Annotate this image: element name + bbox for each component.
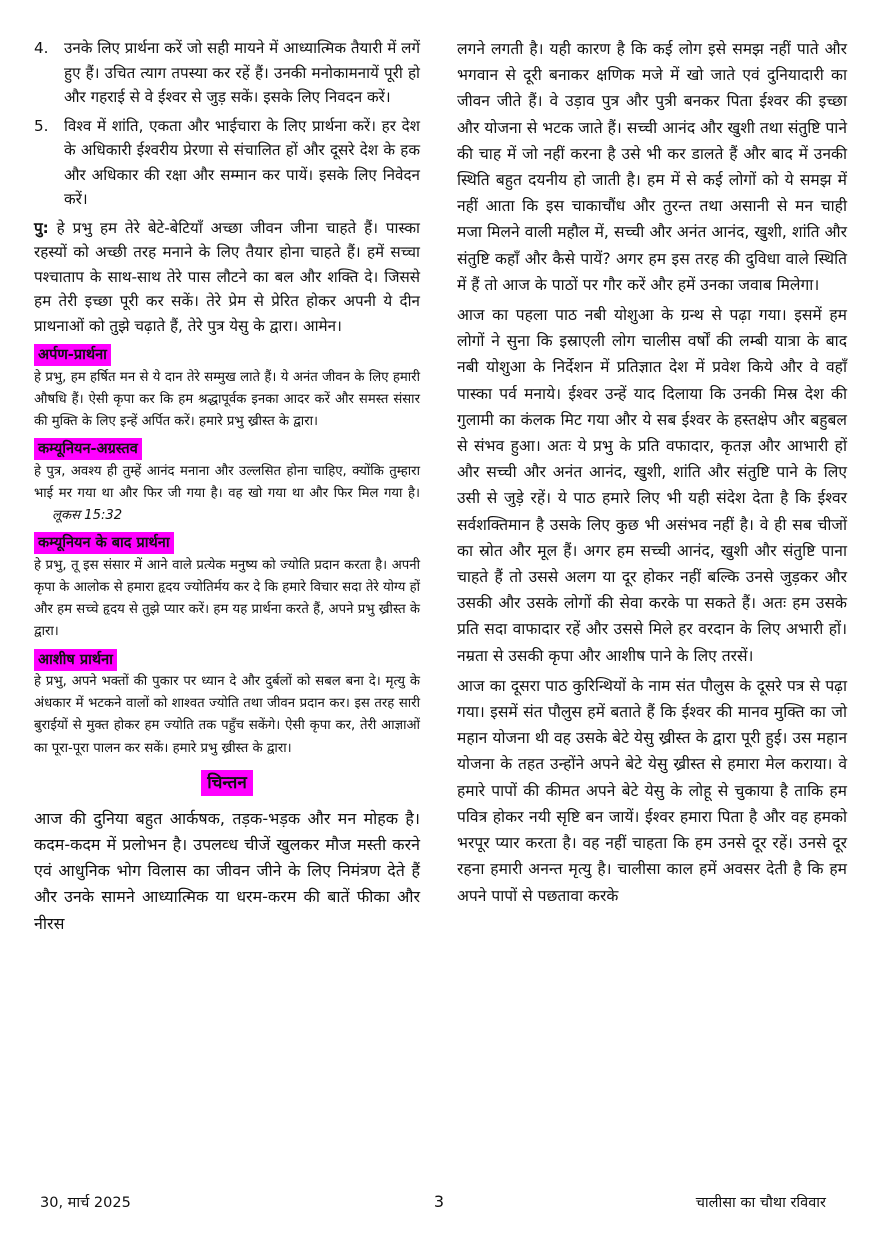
list-text: उनके लिए प्रार्थना करें जो सही मायने में आध्यात्मिक तैयारी में लगें हुए हैं। उचित त्याग तपस्या कर रहें हैं। उनकी मनोकामनायें पूरी हो और गहराई से वे ईश्वर से जुड़ सकें। इसके लिए निवदन करें।	[64, 39, 420, 106]
list-item	[34, 36, 420, 110]
page-number: 3	[433, 1192, 445, 1211]
list-text: विश्व में शांति, एकता और भाईचारा के लिए प्रार्थना करें। हर देश के अधिकारी ईश्वरीय प्रेरणा से संचालित हों और दूसरे देश के हक और अधिकार की रक्षा और सम्मान कर पायें। इसके लिए निवेदन करें।	[64, 116, 420, 208]
paragraph: आज का पहला पाठ नबी योशुआ के ग्रन्थ से पढ़ा गया। इसमें हम लोगों ने सुना कि इस्राएली लोग चालीस वर्षों की लम्बी यात्रा के बाद नबी योशुआ के निर्देशन में प्रतिज्ञात देश में प्रवेश किये और वे वहाँ पास्का पर्व मनाये। ईश्वर उन्हें याद दिलाया कि उनकी मिस्र देश की गुलामी का कंलक मिट गया और ये सब ईश्वर के हस्तक्षेप और बहुबल से संभव हुआ। अतः ये प्रभु के प्रति वफादार, कृतज्ञ और आभारी हों और सच्ची और अनंत आनंद, खुशी, शांति और संतुष्टि पाने के लिए उसी से जुड़े रहें। ये पाठ हमारे लिए भी यही संदेश देता है कि ईश्वर सर्वशक्तिमान है उसके लिए कुछ भी असंभव नहीं है। वे ही सब चीजों का स्रोत और मूल हैं। अगर हम सच्ची आनंद, खुशी और संतुष्टि पाना चाहते हैं तो उससे अलग या दूर होकर नहीं बल्कि उनसे जुड़कर और उसकी और उसके लोगों की सेवा करके पा सकते हैं। अतः हम उसके प्रति सदा वाफादार रहें और उससे मिले हर वरदान के लिए अभारी हों। नम्रता से उसकी कृपा और आशीष पाने के लिए तरसें।	[457, 306, 847, 665]
communion-verse	[34, 461, 420, 528]
closing-text: हे प्रभु हम तेरे बेटे-बेटियाँ अच्छा जीवन जीना चाहते हैं। पास्का रहस्यों को अच्छी तरह मनाने के लिए तैयार होना चाहते हैं। हमें सच्चा पश्चाताप के साथ-साथ तेरे पास लौटने का बल और शक्ति दे। जिससे हम तेरी इच्छा पूरी कर सकें। तेरे प्रेम से प्रेरित होकर अपनी ये दीन प्राथनाओं को तुझे चढ़ाते हैं, तेरे पुत्र येसु के द्वारा। आमेन।	[34, 218, 420, 335]
list-number: 4.	[34, 39, 49, 57]
offering-heading: अर्पण-प्रार्थना	[34, 344, 111, 366]
closing-label: पु:	[34, 218, 49, 237]
list-item	[34, 114, 420, 212]
list-number: 5.	[34, 116, 49, 135]
after-communion-heading: कम्यूनियन के बाद प्रार्थना	[34, 532, 174, 554]
communion-text: हे पुत्र, अवश्य ही तुम्हें आनंद मनाना और उल्लसित होना चाहिए, क्योंकि तुम्हारा भाई मर गया था और फिर जी गया है। वह खो गया था और फिर मिल गया है।	[34, 463, 420, 501]
reflection-text: आज की दुनिया बहुत आर्कषक, तड़क-भड़क और मन मोहक है। कदम-कदम में प्रलोभन है। उपलव्ध चीजें खुलकर मौज मस्ती करने एवं आधुनिक भोग विलास का जीवन जीने के लिए निमंत्रण देते हैं और उनके सामने आध्यात्मिक या धरम-करम की बातें फीका और नीरस	[34, 808, 420, 933]
footer-title: चालीसा का चौथा रविवार	[695, 1195, 826, 1211]
page-footer	[0, 1192, 878, 1218]
offering-text: हे प्रभु, हम हर्षित मन से ये दान तेरे सम्मुख लाते हैं। ये अनंत जीवन के लिए हमारी औषधि हैं। ऐसी कृपा कर कि हम श्रद्धापूर्वक इनका आदर करें और समस्त संसार की मुक्ति के लिए इन्हें अर्पित करें। हमारे प्रभु ख्रीस्त के द्वारा।	[34, 369, 420, 429]
blessing-text: हे प्रभु, अपने भक्तों की पुकार पर ध्यान दे और दुर्बलों को सबल बना दे। मृत्यु के अंधकार में भटकने वालों को शाश्वत ज्योति तथा जीवन प्रदान कर। इस तरह सारी बुराईयों से मुक्त होकर हम ज्योति तक पहुँच सकेंगे। ऐसी कृपा कर, तेरी आज्ञाओं का पूरा-पूरा पालन कर सकें। हमारे प्रभु ख्रीस्त के द्वारा।	[34, 674, 420, 756]
right-column	[457, 36, 847, 913]
left-column	[34, 36, 420, 941]
communion-heading: कम्यूनियन-अग्रस्तव	[34, 438, 142, 460]
paragraph: आज का दूसरा पाठ कुरिन्थियों के नाम संत पौलुस के दूसरे पत्र से पढ़ा गया। इसमें संत पौलुस हमें बताते हैं कि ईश्वर की मानव मुक्ति का जो महान योजना थी वह उसके बेटे येसु ख्रीस्त के द्वारा पूरी हुई। उस महान योजना के तहत उन्होंने अपने बेटे येसु ख्रीस्त से हमारा मेल कराया। वे हमारे पापों की कीमत अपने बेटे येसु के लोहू से चुकाया है ताकि हम पवित्र होकर नयी सृष्टि बन जायें। ईश्वर हमारा पिता है और वह हमको भरपूर प्यार करता है। वह नहीं चाहता कि हम उनसे दूर रहें। उनसे दूर रहना हमारी अनन्त मृत्यु है। चालीसा काल हमें अवसर देती है कि हम अपने पापों से पछतावा करके	[457, 676, 847, 905]
after-communion-text: हे प्रभु, तू इस संसार में आने वाले प्रत्येक मनुष्य को ज्योति प्रदान करता है। अपनी कृपा के आलोक से हमारा हृदय ज्योतिर्मय कर दे कि हमारे विचार सदा तेरे योग्य हों और हम सच्चे हृदय से तुझे प्यार करें। हम यह प्रार्थना करते हैं, अपने प्रभु ख्रीस्त के द्वारा।	[34, 557, 420, 640]
closing-prayer	[34, 216, 420, 339]
paragraph: लगने लगती है। यही कारण है कि कई लोग इसे समझ नहीं पाते और भगवान से दूरी बनाकर क्षणिक मजे में खो जाते एवं दुनियादारी का जीवन जीते हैं। वे उड़ाव पुत्र और पुत्री बनकर पिता ईश्वर की इच्छा और योजना से भटक जाते हैं। सच्ची आनंद और खुशी तथा संतुष्टि पाने की चाह में जो नहीं करना है उसे भी कर डालते हैं और बाद में उनकी स्थिति बहुत दयनीय हो जाती है। हम में से कई लोगों को ये समझ में नहीं आता कि इस चाकाचौंध और तुरन्त तथा असानी से मन चाही मजा मिलने वाली महौल में, सच्ची और अनंत आनंद, खुशी, शांति और संतुष्टि कहाँ और कैसे पायें? अगर हम इस तरह की दुविधा वाले स्थिति में हैं तो आज के पाठों पर गौर करें और हमें उनका जवाब मिलेगा।	[457, 40, 847, 294]
reflection-heading: चिन्तन	[201, 770, 253, 796]
scripture-reference: लूकस 15:32	[52, 508, 123, 524]
footer-date: 30, मार्च 2025	[40, 1195, 131, 1211]
blessing-heading: आशीष प्रार्थना	[34, 649, 117, 671]
